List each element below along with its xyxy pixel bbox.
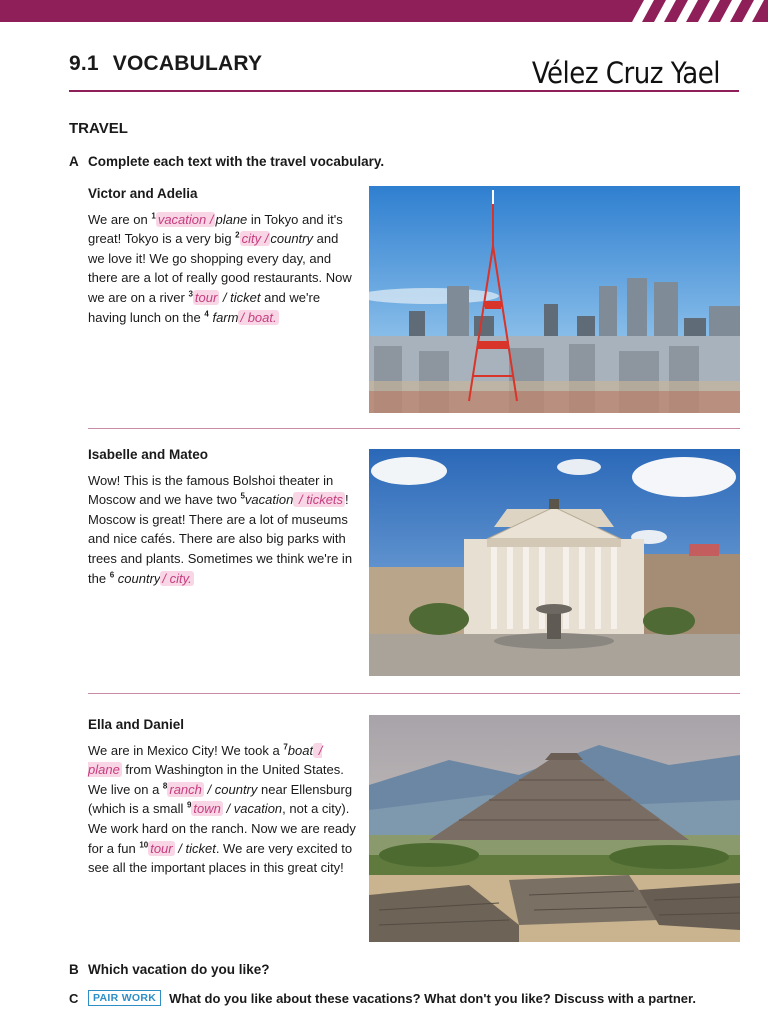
item-number: 10: [139, 840, 149, 850]
answer-option[interactable]: [209, 310, 239, 325]
item-number: 2: [235, 230, 240, 240]
answer-option-selected[interactable]: town: [193, 801, 221, 817]
text-block-ella-daniel: [88, 715, 358, 878]
text-block-body: [88, 471, 358, 589]
item-number: 9: [186, 801, 192, 811]
item-number: 8: [162, 781, 168, 791]
answer-option-selected[interactable]: ranch: [169, 781, 202, 797]
answer-option-selected[interactable]: / boat.: [240, 309, 277, 325]
text-block-body: [88, 741, 358, 878]
answer-option-selected[interactable]: / city.: [162, 570, 192, 586]
item-number: 7: [283, 742, 288, 752]
exercise-a-letter: A: [69, 154, 79, 169]
section-title: TRAVEL: [69, 120, 128, 137]
answer-option-selected[interactable]: tour: [194, 289, 218, 305]
option-text: country: [214, 781, 258, 797]
text-block-names: Victor and Adelia: [88, 186, 198, 201]
student-name: Vélez Cruz Yael: [531, 56, 720, 90]
item-number: 1: [151, 211, 156, 221]
section-divider: [88, 693, 740, 694]
answer-option-selected[interactable]: city /: [241, 231, 269, 247]
pair-work-badge: PAIR WORK: [88, 990, 161, 1006]
exercise-c-instruction: [69, 990, 696, 1006]
answer-option[interactable]: / ticket: [219, 289, 261, 305]
item-number: 4: [204, 309, 209, 319]
photo-tokyo-tower: [369, 186, 740, 413]
option-text: boat.: [247, 309, 277, 325]
item-number: 3: [188, 289, 193, 299]
text-block-isabelle-mateo: [88, 445, 358, 588]
option-text: vacation: [233, 801, 283, 817]
exercise-a-instruction: [69, 154, 384, 169]
page-title: [69, 52, 262, 76]
body-text: ! Moscow is great! There are a lot of museums and nice cafés. There are also big parks with trees and plants. Sometimes we think we're in the: [88, 492, 353, 586]
answer-option[interactable]: / ticket: [174, 840, 216, 856]
answer-option-selected[interactable]: / tickets: [295, 492, 344, 508]
option-text: ticket: [230, 289, 261, 305]
body-text: , not a city). We work hard on the ranch. Now we are ready for a fun: [88, 801, 356, 856]
answer-option[interactable]: / vacation: [222, 801, 283, 817]
body-text: We are in Mexico City! We took a: [88, 742, 284, 758]
answer-option-selected[interactable]: / plane: [88, 742, 323, 778]
body-text: near Ellensburg (which is a small: [88, 781, 353, 817]
option-text: farm: [212, 309, 239, 325]
text-block-names: Ella and Daniel: [88, 717, 185, 732]
option-text: city: [241, 231, 262, 247]
exercise-b-instruction: [69, 962, 270, 977]
text-block-names: Isabelle and Mateo: [88, 447, 209, 462]
title-rule: [69, 90, 739, 92]
answer-option[interactable]: plane: [215, 211, 248, 227]
body-text: and we love it! We go shopping every day, and there are a lot of really good restaurants. Now we are on a river: [88, 231, 352, 305]
answer-option[interactable]: [114, 571, 160, 586]
text-block-body: [88, 210, 358, 328]
item-number: 5: [240, 491, 245, 501]
photo-bolshoi-theater: [369, 449, 740, 676]
answer-option-selected[interactable]: tour: [150, 840, 173, 856]
answer-option[interactable]: country: [270, 231, 313, 247]
answer-option[interactable]: vacation: [244, 492, 294, 508]
option-text: ticket: [185, 840, 216, 856]
option-text: city.: [169, 570, 192, 586]
decorative-stripes: [618, 0, 768, 22]
option-text: country: [117, 570, 161, 586]
option-text: tickets: [306, 492, 344, 508]
exercise-b-letter: B: [69, 962, 79, 977]
option-text: vacation: [157, 211, 207, 227]
answer-option[interactable]: / country: [203, 781, 258, 797]
body-text: . We are very excited to see all the important places in this great city!: [88, 840, 353, 876]
body-text: in Tokyo and it's great! Tokyo is a very big: [88, 211, 343, 247]
exercise-b-text: Which vacation do you like?: [88, 962, 270, 977]
body-text: We are on: [88, 211, 152, 227]
option-text: plane: [88, 762, 120, 778]
section-divider: [88, 428, 740, 429]
exercise-c-text: What do you like about these vacations? What don't you like? Discuss with a partner.: [169, 990, 696, 1006]
text-block-victor-adelia: [88, 184, 358, 327]
answer-option-selected[interactable]: vacation /: [157, 211, 214, 227]
exercise-c-letter: C: [69, 990, 79, 1006]
unit-number: 9.1: [69, 52, 99, 75]
answer-option[interactable]: boat: [287, 742, 314, 758]
photo-teotihuacan-pyramid: [369, 715, 740, 942]
body-text: Wow! This is the famous Bolshoi theater in Moscow and we have two: [88, 472, 334, 508]
body-text: and we're having lunch on the: [88, 289, 321, 325]
body-text: from Washington in the United States. We live on a: [88, 762, 344, 797]
exercise-a-text: Complete each text with the travel vocabulary.: [88, 154, 385, 169]
item-number: 6: [109, 570, 115, 580]
unit-title-text: VOCABULARY: [112, 52, 263, 75]
